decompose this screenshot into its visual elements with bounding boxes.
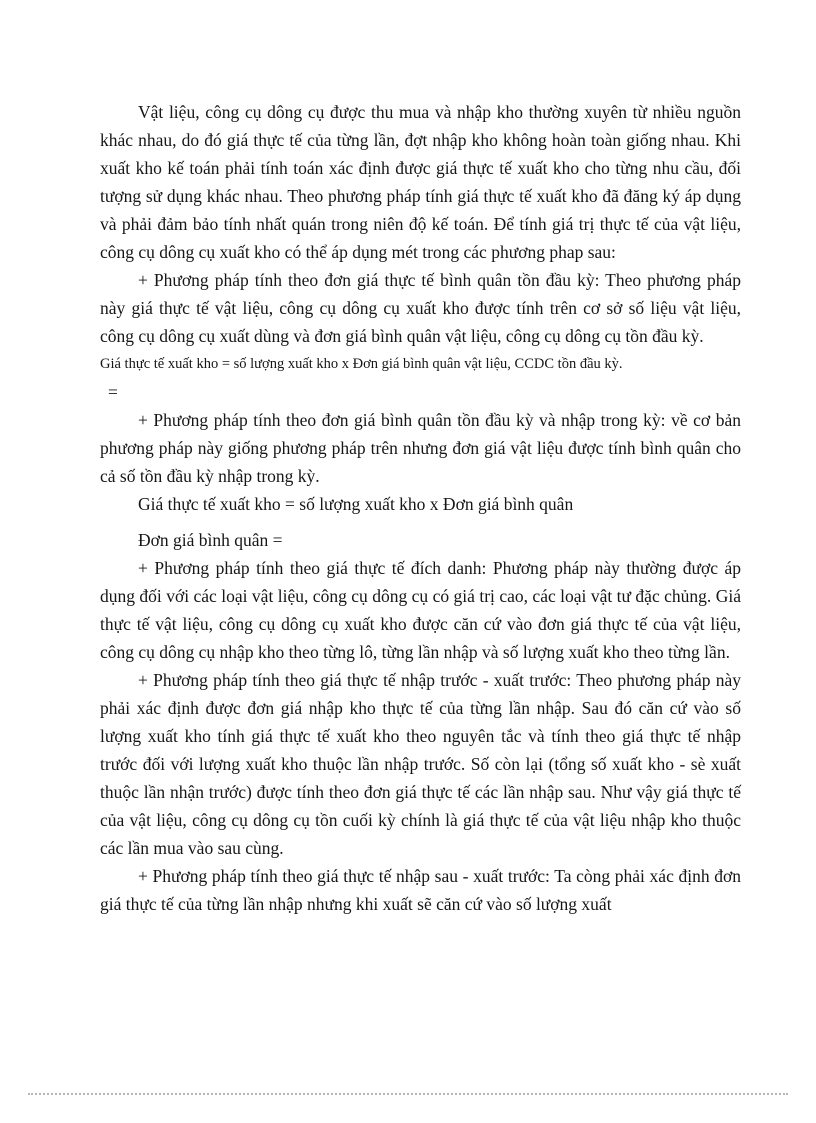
paragraph-method-fifo: + Phương pháp tính theo giá thực tế nhập trước - xuất trước: Theo phương pháp này phải xác định được đơn giá nhập kho thực tế của từng lần nhập. Sau đó căn cứ vào số lượng xuất kho tính giá thực tế xuất kho theo nguyên tắc và tính theo giá thực tế nhập trước đối với lượng xuất kho thuộc lần nhập trước. Số còn lại (tổng số xuất kho - sè xuất thuộc lần nhận trước) được tính theo đơn giá thực tế các lần nhập sau. Như vậy giá thực tế của vật liệu, công cụ dông cụ tồn cuối kỳ chính là giá thực tế của vật liệu nhập kho thuộc các lần mua vào sau cùng.	[100, 670, 741, 858]
formula-avg-line: Giá thực tế xuất kho = số lượng xuất kho x Đơn giá bình quân	[138, 494, 574, 514]
equals-sign-line: =	[108, 382, 118, 402]
paragraph-method-avg-beginning: + Phương pháp tính theo đơn giá thực tế bình quân tồn đầu kỳ: Theo phương pháp này giá thực tế vật liệu, công cụ dông cụ xuất kho được tính trên cơ sở số liệu vật liệu, công cụ dông cụ xuất dùng và đơn giá bình quân vật liệu, công cụ dông cụ tồn đầu kỳ.	[100, 270, 741, 346]
paragraph-method-avg-period: + Phương pháp tính theo đơn giá bình quân tồn đầu kỳ và nhập trong kỳ: về cơ bản phương pháp này giống phương pháp trên nhưng đơn giá vật liệu được tính bình quân cho cả số tồn đầu kỳ nhập trong kỳ.	[100, 410, 741, 486]
paragraph-method-specific-identification: + Phương pháp tính theo giá thực tế đích danh: Phương pháp này thường được áp dụng đối với các loại vật liệu, công cụ dông cụ có giá trị cao, các loại vật tư đặc chủng. Giá thực tế vật liệu, công cụ dông cụ xuất kho được căn cứ vào đơn giá thực tế của vật liệu, công cụ dông cụ nhập kho theo từng lô, từng lần nhập và số lượng xuất kho theo từng lần.	[100, 558, 741, 662]
page-bottom-divider	[28, 1093, 788, 1095]
document-content	[100, 98, 741, 918]
formula-avg-beginning-line: Giá thực tế xuất kho = số lượng xuất kho x Đơn giá bình quân vật liệu, CCDC tồn đầu kỳ.	[100, 356, 623, 372]
formula-unit-price-line: Đơn giá bình quân =	[138, 530, 283, 550]
paragraph-method-lifo: + Phương pháp tính theo giá thực tế nhập sau - xuất trước: Ta còng phải xác định đơn giá thực tế của từng lần nhập nhưng khi xuất sẽ căn cứ vào số lượng xuất	[100, 866, 741, 914]
paragraph-intro: Vật liệu, công cụ dông cụ được thu mua và nhập kho thường xuyên từ nhiều nguồn khác nhau, do đó giá thực tế của từng lần, đợt nhập kho không hoàn toàn giống nhau. Khi xuất kho kế toán phải tính toán xác định được giá thực tế xuất kho cho từng nhu cầu, đối tượng sử dụng khác nhau. Theo phương pháp tính giá thực tế xuất kho đã đăng ký áp dụng và phải đảm bảo tính nhất quán trong niên độ kế toán. Để tính giá trị thực tế của vật liệu, công cụ dông cụ xuất kho có thể áp dụng mét trong các phương phap sau:	[100, 102, 741, 262]
